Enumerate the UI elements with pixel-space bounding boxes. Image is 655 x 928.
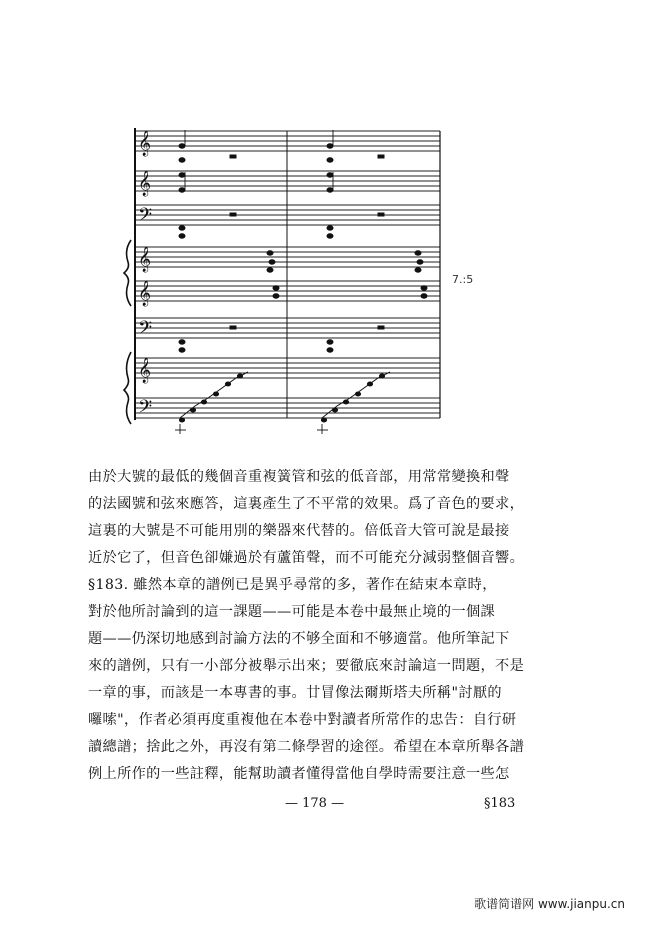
svg-text:𝄢: 𝄢 [138, 318, 153, 343]
text-line: 題——仍深切地感到討論方法的不够全面和不够適當。他所筆記下 [88, 631, 510, 647]
text-line: 由於大號的最低的幾個音重複簧管和弦的低音部，用常常變換和聲 [88, 469, 510, 485]
text-line: 近於它了，但音色卻嫌過於有蘆笛聲，而不可能充分減弱整個音響。 [88, 550, 525, 566]
margin-annotation: 7.:5 [452, 273, 474, 286]
svg-text:𝄞: 𝄞 [138, 171, 152, 196]
text-line: §183. 雖然本章的譜例已是異乎尋常的多，著作在結束本章時， [88, 577, 497, 593]
svg-text:𝄞: 𝄞 [138, 247, 152, 272]
text-line: 來的譜例，只有一小部分被舉示出來；要徹底來討論這一問題，不是 [88, 658, 525, 674]
page-number: — 178 — [285, 796, 345, 811]
text-line: 例上所作的一些註釋，能幫助讀者懂得當他自學時需要注意一些怎 [88, 766, 510, 782]
text-line: 一章的事，而該是一本專書的事。廿冒像法爾斯塔夫所稱"討厭的 [88, 685, 502, 701]
text-line: 這裏的大號是不可能用別的樂器來代替的。倍低音大管可說是最接 [88, 523, 510, 539]
svg-text:𝄞: 𝄞 [138, 358, 152, 383]
watermark: 歌谱简谱网 www.jianpu.cn [474, 897, 625, 911]
section-reference: §183 [484, 796, 516, 811]
svg-text:𝄢: 𝄢 [138, 397, 153, 422]
text-line: 囉嗦"，作者必須再度重複他在本卷中對讀者所常作的忠告：自行研 [88, 712, 517, 728]
orchestral-score-excerpt [0, 0, 655, 460]
brackets [124, 240, 131, 424]
svg-text:𝄞: 𝄞 [138, 281, 152, 306]
text-line: 對於他所討論到的這一課題——可能是本卷中最無止境的一個課 [88, 604, 496, 620]
body-paragraph-2 [88, 572, 548, 788]
body-paragraph-1 [88, 464, 548, 572]
text-line: 讀總譜；捨此之外，再沒有第二條學習的途徑。希望在本章所舉各譜 [88, 739, 525, 755]
barlines [135, 128, 440, 420]
clefs [138, 130, 152, 422]
svg-text:𝄢: 𝄢 [138, 205, 153, 230]
text-line: 的法國號和弦來應答，這裏產生了不平常的效果。爲了音色的要求， [88, 496, 525, 512]
svg-text:𝄞: 𝄞 [138, 131, 152, 156]
